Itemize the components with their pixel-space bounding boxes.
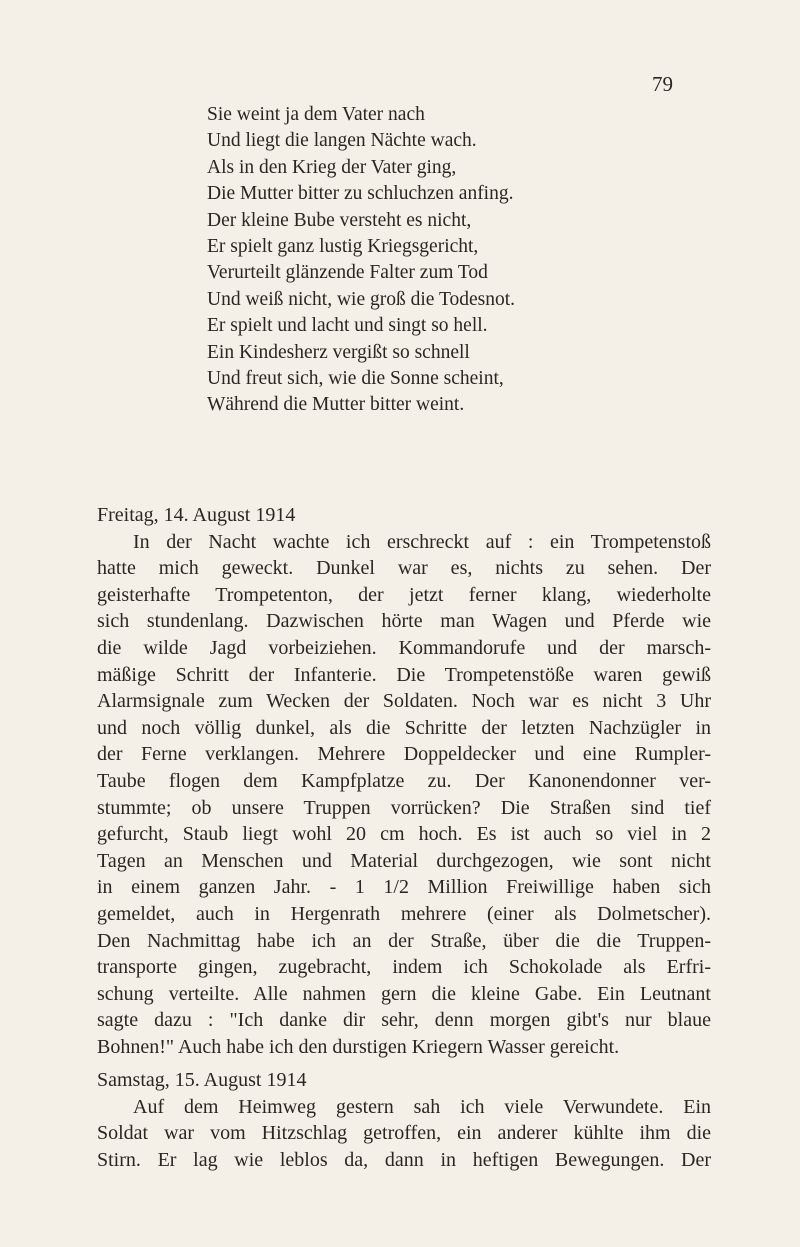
poem-line: Und freut sich, wie die Sonne scheint,	[207, 367, 504, 389]
text-line: sich stundenlang. Dazwischen hörte man Wagen und Pferde wie	[97, 610, 711, 633]
text-line: hatte mich geweckt. Dunkel war es, nichts zu sehen. Der	[97, 557, 711, 580]
text-line: Alarmsignale zum Wecken der Soldaten. Noch war es nicht 3 Uhr	[97, 690, 711, 713]
text-line: gefurcht, Staub liegt wohl 20 cm hoch. Es ist auch so viel in 2	[97, 823, 711, 846]
text-line: Tagen an Menschen und Material durchgezogen, wie sont nicht	[97, 849, 711, 872]
text-line: sagte dazu : "Ich danke dir sehr, denn morgen gibt's nur blaue	[97, 1009, 711, 1032]
text-line: geisterhafte Trompetenton, der jetzt ferner klang, wiederholte	[97, 583, 711, 606]
poem-line: Während die Mutter bitter weint.	[207, 394, 465, 416]
text-line: Den Nachmittag habe ich an der Straße, über die die Truppen-	[97, 929, 711, 952]
poem-line: Und liegt die langen Nächte wach.	[207, 130, 477, 152]
page-number: 79	[652, 72, 673, 96]
poem-line: Ein Kindesherz vergißt so schnell	[207, 341, 470, 363]
text-line: Stirn. Er lag wie leblos da, dann in heftigen Bewegungen. Der	[97, 1148, 711, 1171]
poem-line: Er spielt ganz lustig Kriegsgericht,	[207, 235, 479, 257]
text-line: der Ferne verklangen. Mehrere Doppeldecker und eine Rumpler-	[97, 743, 711, 766]
text-line: in einem ganzen Jahr. - 1 1/2 Million Freiwillige haben sich	[97, 876, 711, 899]
diary-entry	[97, 502, 711, 1060]
text-line: transporte gingen, zugebracht, indem ich Schokolade als Erfri-	[97, 956, 711, 979]
text-line: Soldat war vom Hitzschlag getroffen, ein anderer kühlte ihm die	[97, 1122, 711, 1145]
entry-date: Samstag, 15. August 1914	[97, 1069, 307, 1091]
text-line: gemeldet, auch in Hergenrath mehrere (einer als Dolmetscher).	[97, 902, 711, 925]
text-line: Bohnen!" Auch habe ich den durstigen Kriegern Wasser gereicht.	[97, 1035, 620, 1058]
poem-line: Er spielt und lacht und singt so hell.	[207, 315, 488, 337]
text-line: Auf dem Heimweg gestern sah ich viele Verwundete. Ein	[133, 1095, 711, 1118]
poem-line: Sie weint ja dem Vater nach	[207, 104, 425, 125]
entry-date: Freitag, 14. August 1914	[97, 504, 296, 526]
diary-entry	[97, 1067, 711, 1173]
text-line: stummte; ob unsere Truppen vorrücken? Die Straßen sind tief	[97, 796, 711, 819]
text-line: und noch völlig dunkel, als die Schritte der letzten Nachzügler in	[97, 716, 711, 739]
poem-line: Und weiß nicht, wie groß die Todesnot.	[207, 288, 516, 310]
poem-line: Die Mutter bitter zu schluchzen anfing.	[207, 183, 514, 205]
poem-line: Als in den Krieg der Vater ging,	[207, 156, 457, 178]
text-line: schung verteilte. Alle nahmen gern die kleine Gabe. Ein Leutnant	[97, 982, 711, 1005]
text-line: mäßige Schritt der Infanterie. Die Trompetenstöße waren gewiß	[97, 663, 711, 686]
poem-line: Verurteilt glänzende Falter zum Tod	[207, 262, 488, 284]
text-line: Taube flogen dem Kampfplatze zu. Der Kanonendonner ver-	[97, 769, 711, 792]
text-line: In der Nacht wachte ich erschreckt auf : ein Trompetenstoß	[133, 530, 711, 553]
poem	[207, 102, 515, 419]
text-line: die wilde Jagd vorbeiziehen. Kommandorufe und der marsch-	[97, 636, 711, 659]
poem-line: Der kleine Bube versteht es nicht,	[207, 209, 472, 231]
